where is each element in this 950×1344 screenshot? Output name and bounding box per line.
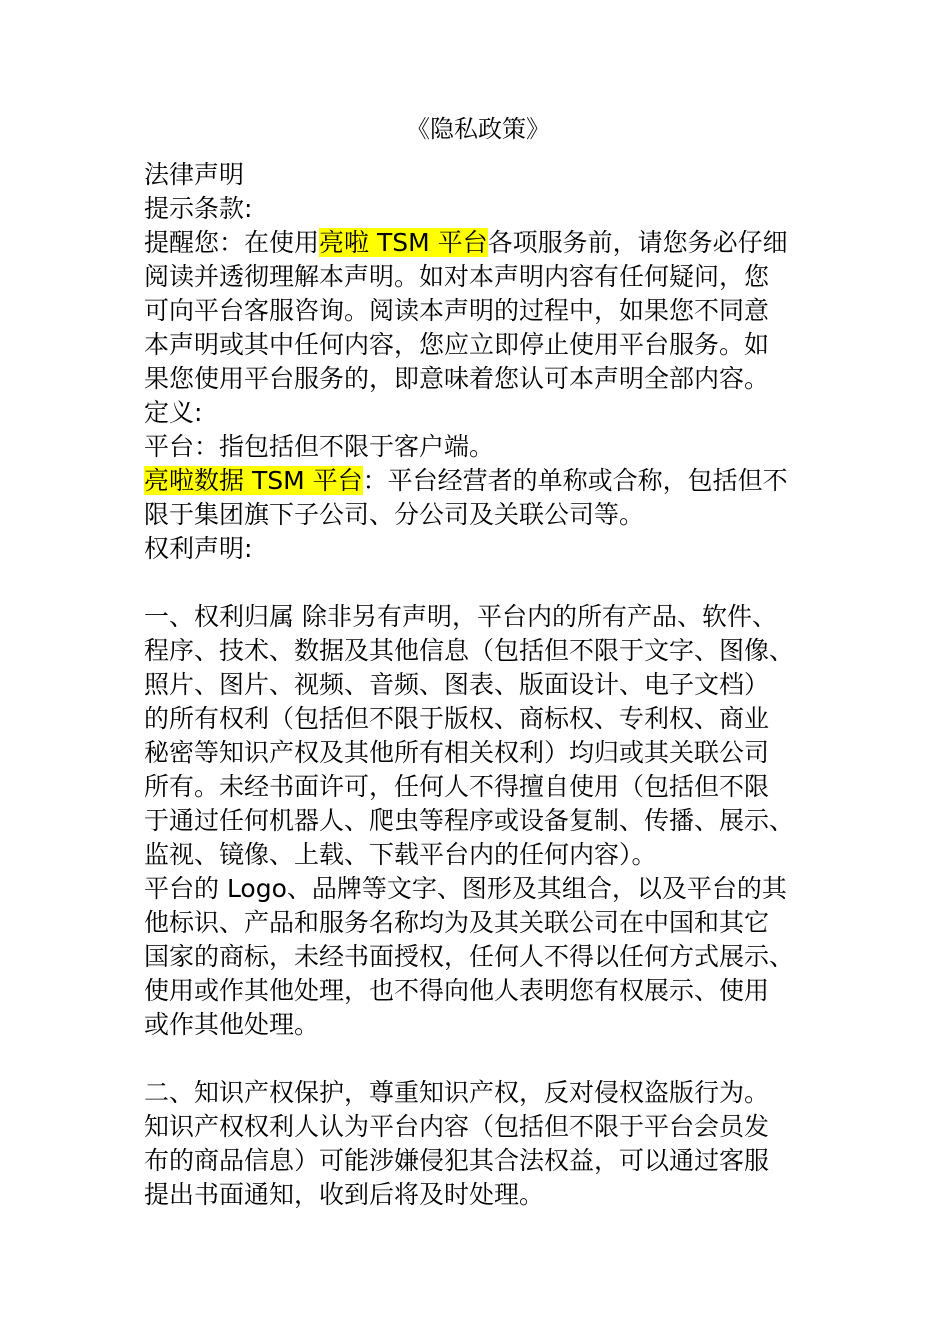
tips-line-3: 可向平台客服咨询。阅读本声明的过程中，如果您不同意 — [144, 296, 770, 325]
heading-definition: 定义: — [144, 398, 203, 427]
tips-text: 提醒您：在使用 — [144, 228, 320, 257]
paragraph-line: 于通过任何机器人、爬虫等程序或设备复制、传播、展示、 — [144, 806, 795, 835]
spacer — [144, 1042, 806, 1076]
document-page — [144, 112, 806, 1212]
tips-text: 各项服务前，请您务必仔细 — [487, 228, 788, 257]
spacer — [144, 566, 806, 600]
paragraph-line: 他标识、产品和服务名称均为及其关联公司在中国和其它 — [144, 908, 770, 937]
highlight-operator-name: 亮啦数据 TSM 平台 — [144, 466, 363, 495]
highlight-platform-name: 亮啦 TSM 平台 — [319, 228, 488, 257]
section-ip-protection — [144, 1076, 806, 1212]
paragraph-line: 程序、技术、数据及其他信息（包括但不限于文字、图像、 — [144, 636, 795, 665]
definition-operator-line-1 — [144, 464, 806, 498]
heading-tips: 提示条款: — [144, 194, 253, 223]
paragraph-line: 二、知识产权保护，尊重知识产权，反对侵权盗版行为。 — [144, 1078, 770, 1107]
paragraph-line: 的所有权利（包括但不限于版权、商标权、专利权、商业 — [144, 704, 770, 733]
definition-operator-line-2: 限于集团旗下子公司、分公司及关联公司等。 — [144, 500, 645, 529]
paragraph-line: 平台的 Logo、品牌等文字、图形及其组合，以及平台的其 — [144, 874, 787, 903]
paragraph-line: 一、权利归属 除非另有声明，平台内的所有产品、软件、 — [144, 602, 777, 631]
section-rights-ownership — [144, 600, 806, 1042]
heading-legal: 法律声明 — [144, 160, 245, 189]
heading-rights: 权利声明: — [144, 534, 253, 563]
tips-line-5: 果您使用平台服务的，即意味着您认可本声明全部内容。 — [144, 364, 770, 393]
page-title: 《隐私政策》 — [406, 115, 550, 143]
definition-platform: 平台：指包括但不限于客户端。 — [144, 432, 495, 461]
paragraph-line: 知识产权权利人认为平台内容（包括但不限于平台会员发 — [144, 1112, 770, 1141]
tips-line-2: 阅读并透彻理解本声明。如对本声明内容有任何疑问，您 — [144, 262, 770, 291]
paragraph-line: 使用或作其他处理，也不得向他人表明您有权展示、使用 — [144, 976, 770, 1005]
paragraph-line: 国家的商标，未经书面授权，任何人不得以任何方式展示、 — [144, 942, 795, 971]
paragraph-line: 秘密等知识产权及其他所有相关权利）均归或其关联公司 — [144, 738, 770, 767]
paragraph-line: 布的商品信息）可能涉嫌侵犯其合法权益，可以通过客服 — [144, 1146, 770, 1175]
tips-line-4: 本声明或其中任何内容，您应立即停止使用平台服务。如 — [144, 330, 770, 359]
definition-text: ：平台经营者的单称或合称，包括但不 — [362, 466, 788, 495]
paragraph-line: 照片、图片、视频、音频、图表、版面设计、电子文档） — [144, 670, 770, 699]
paragraph-line: 所有。未经书面许可，任何人不得擅自使用（包括但不限 — [144, 772, 770, 801]
tips-line-1 — [144, 226, 806, 260]
paragraph-line: 监视、镜像、上载、下载平台内的任何内容）。 — [144, 840, 657, 869]
paragraph-line: 提出书面通知，收到后将及时处理。 — [144, 1180, 545, 1209]
paragraph-line: 或作其他处理。 — [144, 1010, 320, 1039]
